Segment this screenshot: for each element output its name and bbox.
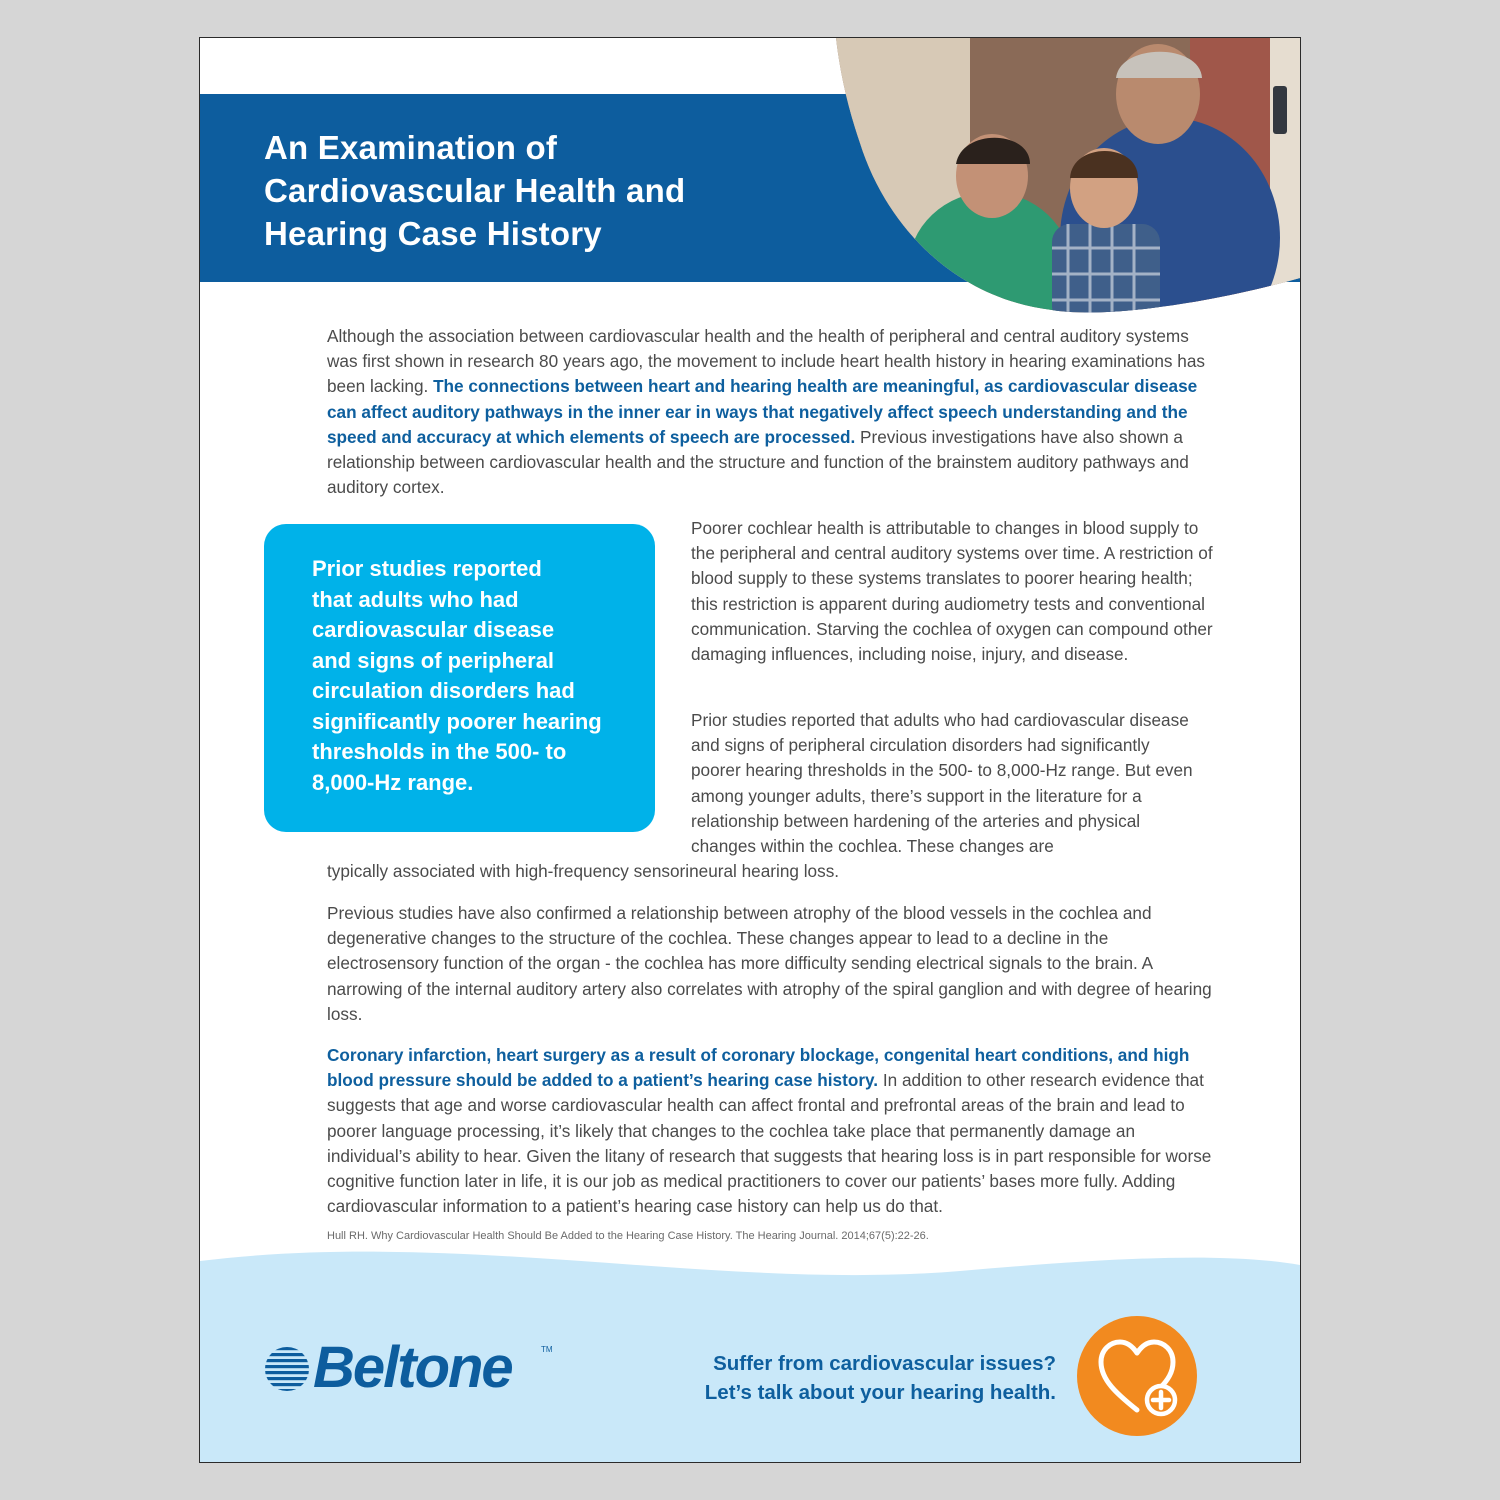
cochlear-health-paragraph: Poorer cochlear health is attributable to changes in blood supply to the peripheral and central auditory systems over time. A restriction of blood supply to these systems translates to poorer hearing health; this restriction is apparent during audiometry tests and conventional communication. Starving the cochlea of oxygen can compound other damaging influences, including noise, injury, and disease. bbox=[691, 518, 1213, 665]
heart-plus-icon bbox=[1077, 1316, 1197, 1436]
page-title bbox=[264, 126, 824, 255]
trademark-mark: TM bbox=[541, 1345, 553, 1354]
pull-quote-text bbox=[312, 554, 632, 798]
intro-text-after: Previous investigations have also shown a relationship between cardiovascular health and the structure and function of the brainstem auditory pathways and auditory cortex. bbox=[327, 426, 1189, 498]
beltone-logo bbox=[263, 1335, 563, 1401]
intro-text: Although the association between cardiovascular health and the health of peripheral and central auditory systems was first shown in research 80 years ago, the movement to include heart health history in hearing examinations has been lacking. bbox=[327, 326, 1205, 397]
citation: Hull RH. Why Cardiovascular Health Should Be Added to the Hearing Case History. The Hearing Journal. 2014;67(5):22-26. bbox=[327, 1230, 929, 1242]
intro-paragraph bbox=[327, 324, 1207, 500]
heart-badge bbox=[1077, 1316, 1197, 1436]
pull-quote-line: that adults who had bbox=[312, 586, 519, 612]
pull-quote-line: significantly poorer hearing bbox=[312, 708, 602, 734]
pull-quote-callout bbox=[264, 524, 655, 832]
flyer-page bbox=[199, 37, 1301, 1463]
pull-quote-line: and signs of peripheral bbox=[312, 647, 555, 673]
logo-wordmark: Beltone bbox=[313, 1335, 512, 1400]
closing-paragraph bbox=[327, 1043, 1217, 1219]
title-line: Hearing Case History bbox=[264, 215, 602, 252]
cta-line: Let’s talk about your hearing health. bbox=[704, 1381, 1056, 1404]
pull-quote-line: cardiovascular disease bbox=[312, 617, 555, 642]
closing-highlight: Coronary infarction, heart surgery as a result of coronary blockage, congenital heart conditions, and high blood pressure should be added to a patient’s hearing case history. bbox=[327, 1045, 1190, 1091]
title-line: Cardiovascular Health and bbox=[264, 172, 686, 209]
prior-studies-paragraph: Prior studies reported that adults who had cardiovascular disease and signs of peripheral circulation disorders had significantly poorer hearing thresholds in the 500- to 8,000-Hz range. But even among younger adults, there’s support in the literature for a relationship between hardening of the arteries and physical changes within the cochlea. These changes are bbox=[691, 710, 1193, 857]
closing-text: In addition to other research evidence that suggests that age and worse cardiovascular health can affect frontal and prefrontal areas of the brain and lead to poorer language processing, it’s likely that changes to the cochlea take place that permanently damage an individual’s ability to hear. Given the litany of research that suggests that hearing loss is in part responsible for worse cognitive function later in life, it is our job as medical practitioners to cover our patients’ bases more fully. Adding cardiovascular information to a patient’s hearing case history can help us do that. bbox=[327, 1070, 1212, 1217]
beltone-globe-icon bbox=[263, 1345, 311, 1393]
pull-quote-line: circulation disorders had bbox=[312, 678, 575, 703]
call-to-action bbox=[640, 1349, 1056, 1407]
pull-quote-line: 8,000-Hz range. bbox=[312, 769, 474, 795]
cta-line: Suffer from cardiovascular issues? bbox=[713, 1352, 1056, 1375]
title-line: An Examination of bbox=[264, 129, 558, 166]
intro-highlight: The connections between heart and hearing health are meaningful, as cardiovascular disease can affect auditory pathways in the inner ear in ways that negatively affect speech understanding and the speed and accuracy at which elements of speech are processed. bbox=[327, 376, 1198, 447]
pull-quote-line: thresholds in the 500- to bbox=[312, 739, 567, 764]
pull-quote-line: Prior studies reported bbox=[312, 556, 542, 581]
prior-studies-continuation: typically associated with high-frequency sensorineural hearing loss. bbox=[327, 861, 840, 881]
atrophy-paragraph: Previous studies have also confirmed a relationship between atrophy of the blood vessels in the cochlea and degenerative changes to the structure of the cochlea. These changes appear to lead to a decline in the electrosensory function of the organ - the cochlea has more difficulty sending electrical signals to the brain. A narrowing of the internal auditory artery also correlates with atrophy of the spiral ganglion and with degree of hearing loss. bbox=[327, 903, 1212, 1024]
